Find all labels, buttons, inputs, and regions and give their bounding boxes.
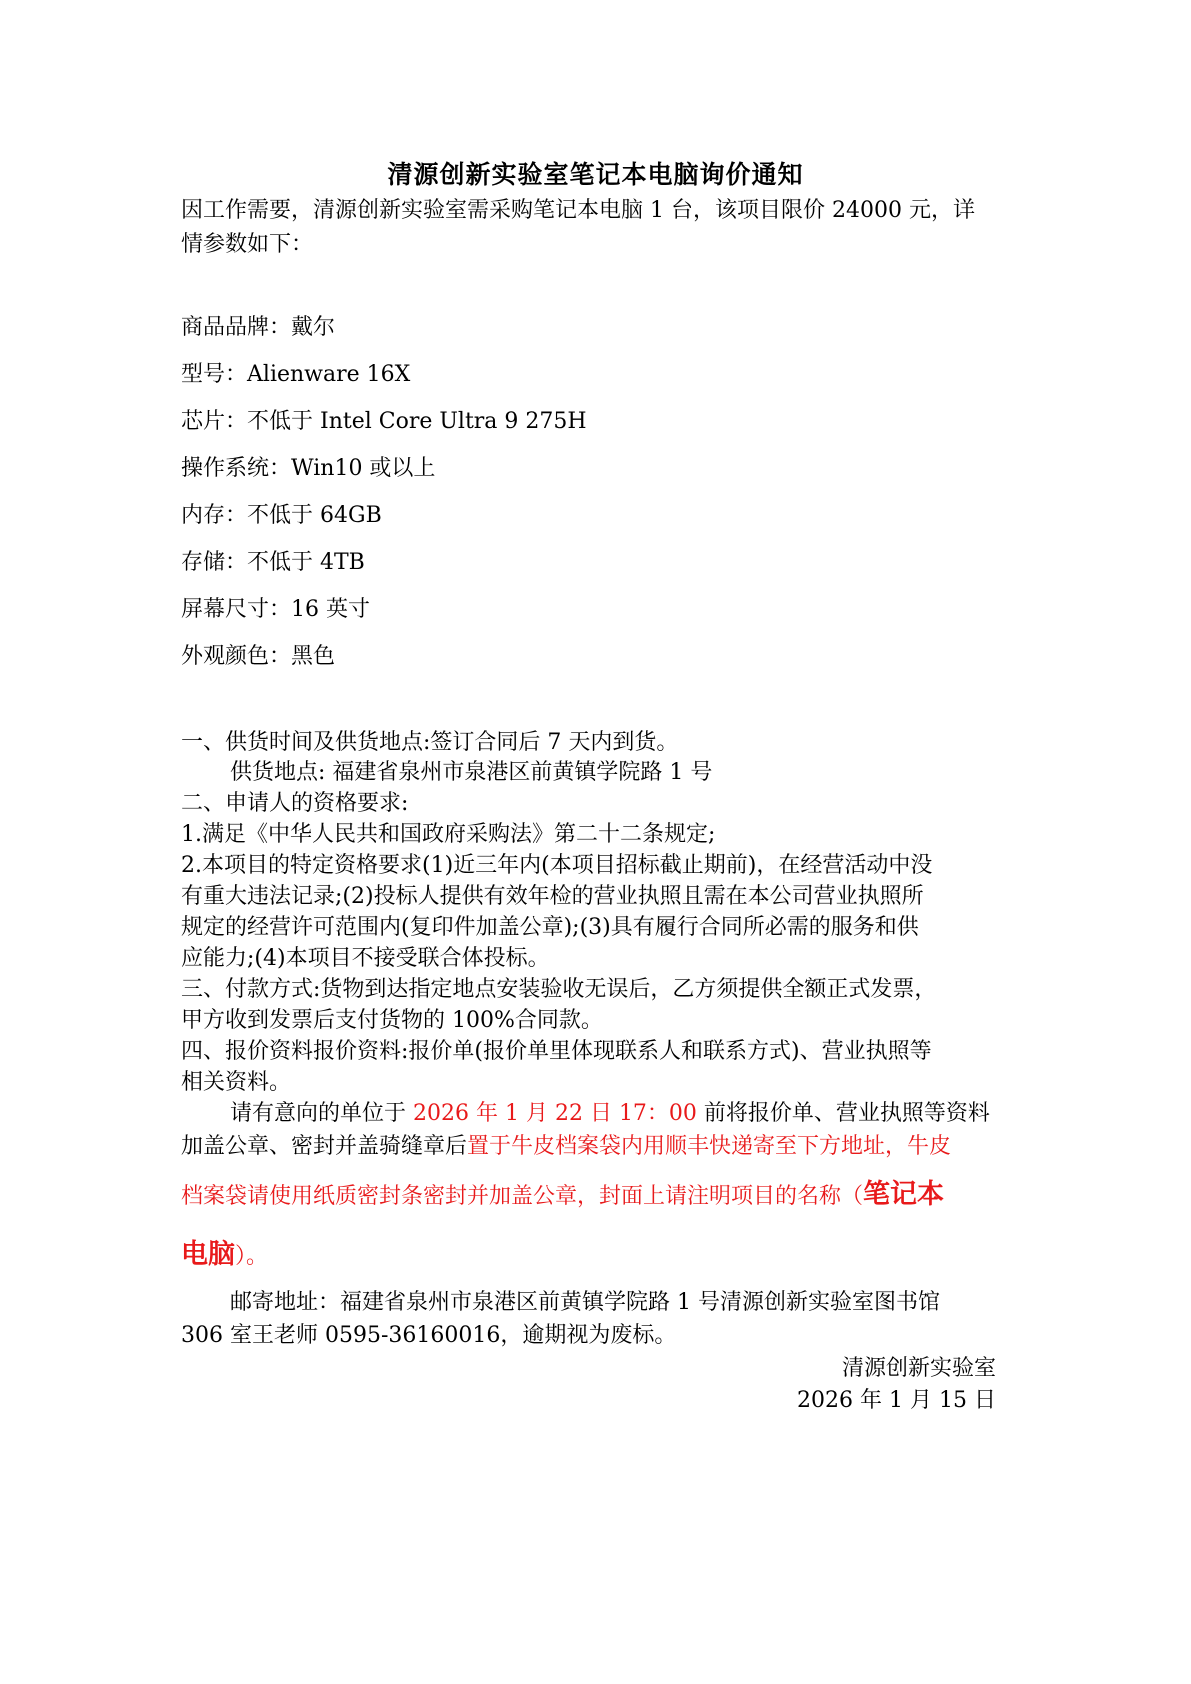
qualification-item-2-line-1: 2.本项目的特定资格要求(1)近三年内(本项目招标截止期前)，在经营活动中没 <box>181 853 933 878</box>
section-payment-line-1: 三、付款方式:货物到达指定地点安装验收无误后，乙方须提供全额正式发票， <box>181 977 937 1002</box>
section-delivery: 一、供货时间及供货地点:签订合同后 7 天内到货。 <box>181 730 679 755</box>
spec-item-chip: 芯片：不低于 Intel Core Ultra 9 275H <box>181 409 587 434</box>
mail-address-line-1: 邮寄地址：福建省泉州市泉港区前黄镇学院路 1 号清源创新实验室图书馆 <box>230 1290 940 1315</box>
deadline-text: 2026 年 1 月 22 日 17：00 <box>413 1101 697 1126</box>
spec-item-model: 型号：Alienware 16X <box>181 362 411 387</box>
section-quote-materials-line-2: 相关资料。 <box>181 1070 292 1095</box>
qualification-item-1: 1.满足《中华人民共和国政府采购法》第二十二条规定; <box>181 822 716 847</box>
section-qualification: 二、申请人的资格要求: <box>181 791 409 816</box>
notice-line-1: 请有意向的单位于 2026 年 1 月 22 日 17：00 前将报价单、营业执照等资料 <box>230 1101 990 1126</box>
spec-item-os: 操作系统：Win10 或以上 <box>181 456 436 481</box>
spec-item-storage: 存储：不低于 4TB <box>181 550 365 575</box>
spec-item-memory: 内存：不低于 64GB <box>181 503 382 528</box>
spec-item-screen: 屏幕尺寸：16 英寸 <box>181 597 371 622</box>
spec-item-brand: 商品品牌：戴尔 <box>181 315 336 340</box>
spec-item-color: 外观颜色：黑色 <box>181 644 336 669</box>
section-delivery-address: 供货地点: 福建省泉州市泉港区前黄镇学院路 1 号 <box>230 760 713 785</box>
qualification-item-2-line-3: 规定的经营许可范围内(复印件加盖公章);(3)具有履行合同所必需的服务和供 <box>181 915 919 940</box>
page-title: 清源创新实验室笔记本电脑询价通知 <box>387 160 804 189</box>
notice-line-3: 档案袋请使用纸质密封条密封并加盖公章，封面上请注明项目的名称（笔记本 <box>181 1179 945 1210</box>
section-payment-line-2: 甲方收到发票后支付货物的 100%合同款。 <box>181 1008 603 1033</box>
qualification-item-2-line-4: 应能力;(4)本项目不接受联合体投标。 <box>181 946 550 971</box>
signature-org: 清源创新实验室 <box>841 1356 996 1381</box>
qualification-item-2-line-2: 有重大违法记录;(2)投标人提供有效年检的营业执照且需在本公司营业执照所 <box>181 884 924 909</box>
section-quote-materials-line-1: 四、报价资料报价资料:报价单(报价单里体现联系人和联系方式)、营业执照等 <box>181 1039 932 1064</box>
intro-line-2: 情参数如下： <box>181 232 314 257</box>
intro-line-1: 因工作需要，清源创新实验室需采购笔记本电脑 1 台，该项目限价 24000 元，详 <box>181 198 975 223</box>
notice-line-4: 电脑）。 <box>181 1239 269 1270</box>
notice-line-2: 加盖公章、密封并盖骑缝章后置于牛皮档案袋内用顺丰快递寄至下方地址，牛皮 <box>181 1134 952 1159</box>
project-name-highlight: 笔记本 <box>863 1179 945 1210</box>
signature-date: 2026 年 1 月 15 日 <box>797 1388 996 1413</box>
mail-address-line-2: 306 室王老师 0595-36160016，逾期视为废标。 <box>181 1323 677 1348</box>
